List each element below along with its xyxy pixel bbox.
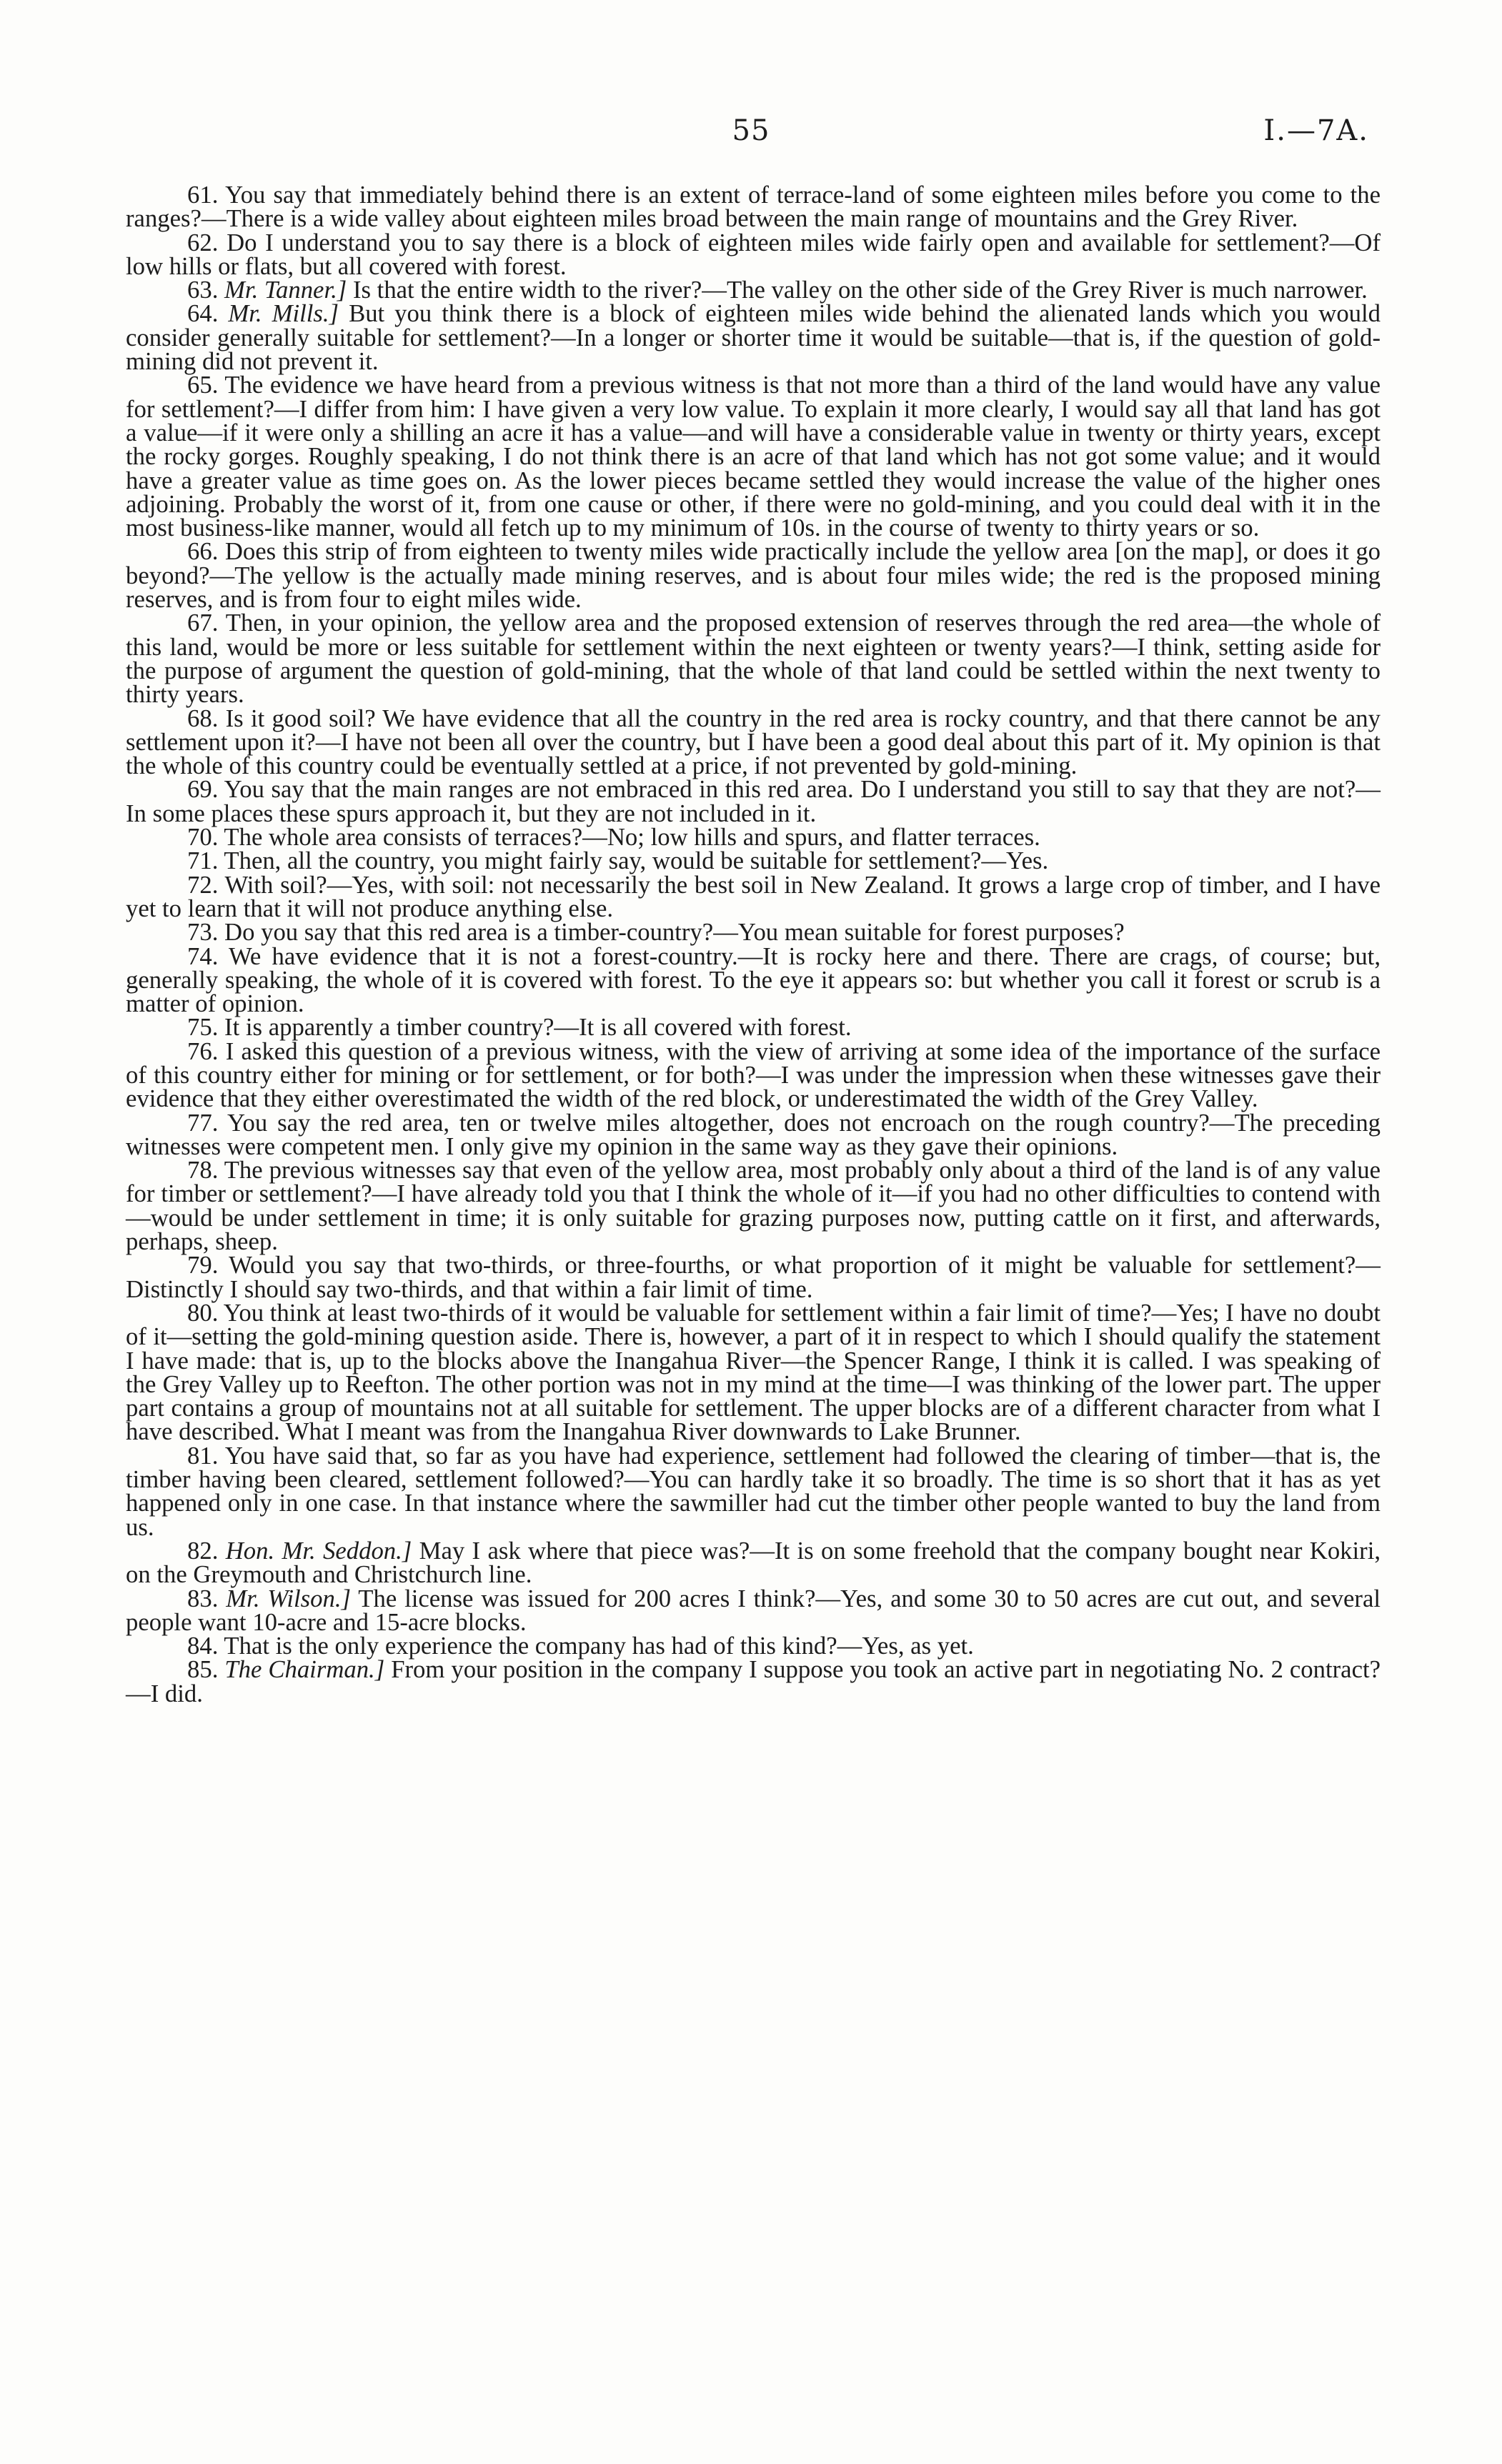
question-number: 80.: [187, 1298, 219, 1327]
question-answer-text: The previous witnesses say that even of the yellow area, most probably only about a third of the land is of any value for timber or settlement?—I have already told you that I think the whole of it—if you had no other difficulties to contend with—would be under settlement in time; it is only suitable for grazing purposes now, putting cattle on it first, and afterwards, perhaps, sheep.: [126, 1156, 1381, 1256]
question-answer-text: The whole area consists of terraces?—No; low hills and spurs, and flatter terraces.: [224, 823, 1040, 852]
question-paragraph: [126, 276, 1381, 304]
question-paragraph: [126, 1632, 1381, 1660]
question-number: 74.: [187, 942, 219, 970]
question-number: 78.: [187, 1156, 219, 1184]
question-paragraph: [126, 777, 1381, 825]
question-number: 65.: [187, 371, 219, 399]
question-paragraph: [126, 371, 1381, 542]
speaker-name: Mr. Tanner.]: [224, 276, 347, 304]
question-number: 67.: [187, 609, 219, 637]
question-number: 85.: [187, 1655, 219, 1684]
question-number: 84.: [187, 1632, 219, 1660]
question-answer-text: The license was issued for 200 acres I think?—Yes, and some 30 to 50 acres are cut out, and several people want 10-acre and 15-acre blocks.: [126, 1584, 1381, 1636]
question-paragraph: [126, 847, 1381, 875]
question-answer-text: With soil?—Yes, with soil: not necessarily the best soil in New Zealand. It grows a large crop of timber, and I have yet to learn that it will not produce anything else.: [126, 870, 1381, 922]
question-answer-text: You say that immediately behind there is an extent of terrace-land of some eighteen miles before you come to the ranges?—There is a wide valley about eighteen miles broad between the main range of mountains and the Grey River.: [126, 181, 1381, 233]
question-paragraph: [126, 1253, 1381, 1301]
question-answer-text: Is it good soil? We have evidence that all the country in the red area is rocky country, and that there cannot be any settlement upon it?—I have not been all over the country, but I have been a good deal about this part of it. My opinion is that the whole of this country could be eventually settled at a price, if not prevented by gold-mining.: [126, 704, 1381, 780]
question-number: 81.: [187, 1441, 219, 1470]
question-answer-text: Do I understand you to say there is a block of eighteen miles wide fairly open and available for settlement?—Of low hills or flats, but all covered with forest.: [126, 228, 1381, 280]
question-number: 70.: [187, 823, 219, 852]
question-paragraph: [126, 918, 1381, 947]
speaker-name: Mr. Wilson.]: [226, 1584, 351, 1612]
question-number: 76.: [187, 1037, 219, 1065]
question-paragraph: [126, 823, 1381, 852]
question-paragraph: [126, 1536, 1381, 1589]
question-number: 66.: [187, 537, 219, 566]
question-number: 64.: [187, 299, 219, 328]
question-answer-text: But you think there is a block of eighteen miles wide behind the alienated lands which you would consider generally suitable for settlement?—In a longer or shorter time it would be suitable—that is, if the question of gold-mining did not prevent it.: [126, 299, 1381, 376]
question-answer-text: From your position in the company I suppose you took an active part in negotiating No. 2 contract?—I did.: [126, 1655, 1381, 1707]
question-answer-text: You say that the main ranges are not embraced in this red area. Do I understand you still to say that they are not?—In some places these spurs approach it, but they are not included in it.: [126, 775, 1381, 827]
evidence-text: [126, 183, 1381, 1705]
question-number: 69.: [187, 775, 219, 804]
question-paragraph: [126, 1013, 1381, 1042]
question-paragraph: [126, 183, 1381, 231]
question-number: 82.: [187, 1536, 219, 1565]
question-paragraph: [126, 609, 1381, 709]
question-number: 62.: [187, 228, 219, 256]
question-number: 63.: [187, 276, 219, 304]
question-paragraph: [126, 1657, 1381, 1705]
question-paragraph: [126, 1298, 1381, 1446]
document-reference: I.—7A.: [1263, 114, 1369, 147]
question-paragraph: [126, 537, 1381, 614]
speaker-name: Mr. Mills.]: [228, 299, 339, 328]
question-answer-text: The evidence we have heard from a previous witness is that not more than a third of the land would have any value for settlement?—I differ from him: I have given a very low value. To explain it more clearly, I would say all that land has got a value—if it were only a shilling an acre it has a value—and will have a considerable value in twenty or thirty years, except the rocky gorges. Roughly speaking, I do not think there is an acre of that land which has not got some value; and it would have a greater value as time goes on. As the lower pieces became settled they would increase the value of the higher ones adjoining. Probably the worst of it, from one cause or other, if there were no gold-mining, and you could deal with it in the most business-like manner, would all fetch up to my minimum of 10s. in the course of twenty to thirty years or so.: [126, 371, 1381, 542]
speaker-name: Hon. Mr. Seddon.]: [225, 1536, 412, 1565]
question-answer-text: That is the only experience the company has had of this kind?—Yes, as yet.: [224, 1632, 974, 1660]
question-number: 83.: [187, 1584, 219, 1612]
question-number: 75.: [187, 1013, 219, 1042]
question-answer-text: Does this strip of from eighteen to twenty miles wide practically include the yellow area [on the map], or does it go beyond?—The yellow is the actually made mining reserves, and is about four miles wide; the red is the proposed mining reserves, and is from four to eight miles wide.: [126, 537, 1381, 614]
question-number: 79.: [187, 1251, 219, 1280]
question-answer-text: We have evidence that it is not a forest-country.—It is rocky here and there. There are crags, of course; but, generally speaking, the whole of it is covered with forest. To the eye it appears so: but whether you call it forest or scrub is a matter of opinion.: [126, 942, 1381, 1018]
question-answer-text: Is that the entire width to the river?—The valley on the other side of the Grey River is much narrower.: [352, 276, 1368, 304]
question-number: 72.: [187, 870, 219, 899]
question-paragraph: [126, 704, 1381, 780]
question-paragraph: [126, 228, 1381, 280]
question-answer-text: You think at least two-thirds of it would be valuable for settlement within a fair limit of time?—Yes; I have no doubt of it—setting the gold-mining question aside. There is, however, a part of it in respect to which I should qualify the statement I have made: that is, up to the blocks above the Inangahua River—the Spencer Range, I think it is called. I was speaking of the Grey Valley up to Reefton. The other portion was not in my mind at the time—I was thinking of the lower part. The upper part contains a group of mountains not at all suitable for settlement. The upper blocks are of a different character from what I have described. What I meant was from the Inangahua River downwards to Lake Brunner.: [126, 1298, 1381, 1446]
question-number: 71.: [187, 847, 219, 875]
speaker-name: The Chairman.]: [224, 1655, 385, 1684]
question-answer-text: Then, all the country, you might fairly say, would be suitable for settlement?—Yes.: [224, 847, 1049, 875]
page-number: 55: [732, 114, 770, 147]
question-answer-text: You say the red area, ten or twelve miles altogether, does not encroach on the rough country?—The preceding witnesses were competent men. I only give my opinion in the same way as they gave their opinions.: [126, 1108, 1381, 1160]
question-paragraph: [126, 1156, 1381, 1256]
question-number: 77.: [187, 1108, 219, 1137]
question-answer-text: Then, in your opinion, the yellow area and the proposed extension of reserves through the red area—the whole of this land, would be more or less suitable for settlement within the next eighteen or twenty years?—I think, setting aside for the purpose of argument the question of gold-mining, that the whole of that land could be settled within the next twenty to thirty years.: [126, 609, 1381, 709]
question-number: 73.: [187, 918, 219, 947]
question-answer-text: Do you say that this red area is a timber-country?—You mean suitable for forest purposes?: [224, 918, 1125, 947]
question-answer-text: Would you say that two-thirds, or three-fourths, or what proportion of it might be valuable for settlement?—Distinctly I should say two-thirds, and that within a fair limit of time.: [126, 1251, 1381, 1303]
question-answer-text: You have said that, so far as you have had experience, settlement had followed the clearing of timber—that is, the timber having been cleared, settlement followed?—You can hardly take it so broadly. The time is so short that it has as yet happened only in one case. In that instance where the sawmiller had cut the timber other people wanted to buy the land from us.: [126, 1441, 1381, 1541]
question-paragraph: [126, 299, 1381, 376]
question-paragraph: [126, 1584, 1381, 1636]
question-paragraph: [126, 944, 1381, 1016]
question-answer-text: I asked this question of a previous witness, with the view of arriving at some idea of the importance of the surface of this country either for mining or for settlement, or for both?—I was under the impression when these witnesses gave their evidence that they either overestimated the width of the red block, or underestimated the width of the Grey Valley.: [126, 1037, 1381, 1113]
question-answer-text: It is apparently a timber country?—It is all covered with forest.: [224, 1013, 852, 1042]
question-paragraph: [126, 870, 1381, 922]
question-number: 68.: [187, 704, 219, 732]
question-number: 61.: [187, 181, 219, 209]
question-paragraph: [126, 1108, 1381, 1160]
question-paragraph: [126, 1441, 1381, 1541]
question-answer-text: May I ask where that piece was?—It is on some freehold that the company bought near Kokiri, on the Greymouth and Christchurch line.: [126, 1536, 1381, 1589]
question-paragraph: [126, 1039, 1381, 1111]
